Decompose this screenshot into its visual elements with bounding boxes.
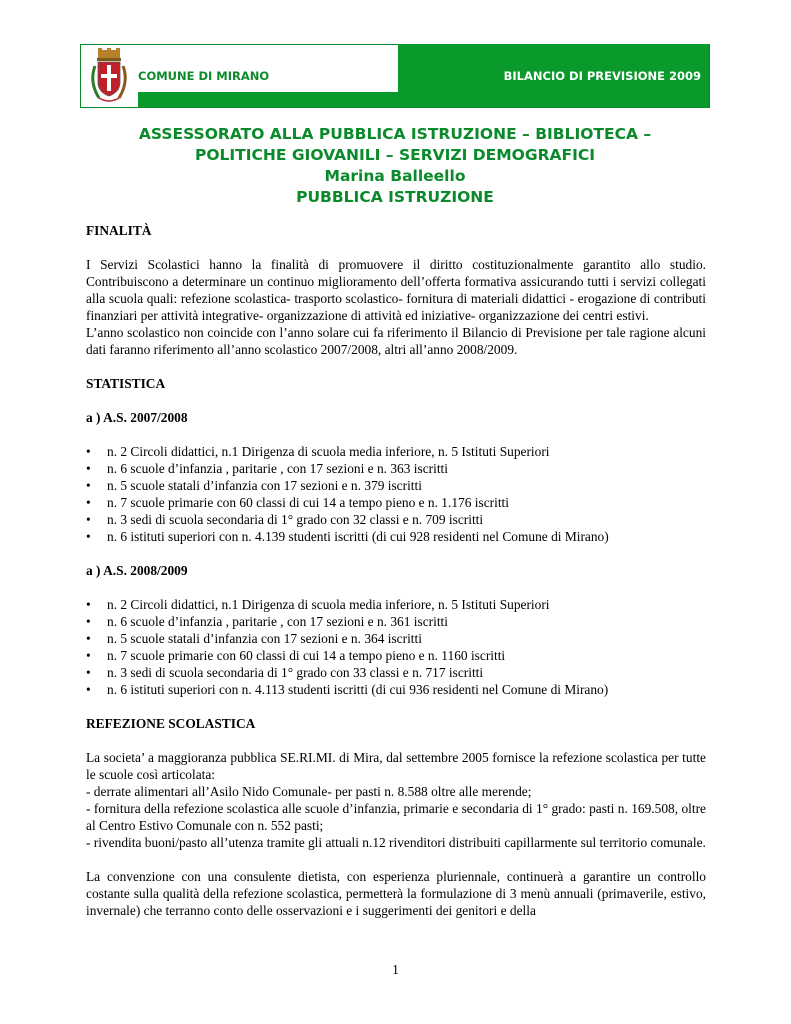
list-item: • n. 5 scuole statali d’infanzia con 17 sezioni e n. 364 iscritti xyxy=(86,630,706,647)
municipality-name: COMUNE DI MIRANO xyxy=(138,69,270,83)
finalita-heading: FINALITÀ xyxy=(86,223,152,238)
list-item: • n. 7 scuole primarie con 60 classi di cui 14 a tempo pieno e n. 1.176 iscritti xyxy=(86,494,706,511)
refezione-line-3: - rivendita buoni/pasto all’utenza tramite gli attuali n.12 rivenditori distribuiti capillarmente sul territorio comunale. xyxy=(86,835,706,850)
list-item: • n. 6 istituti superiori con n. 4.139 studenti iscritti (di cui 928 residenti nel Comune di Mirano) xyxy=(86,528,706,545)
list-item: • n. 2 Circoli didattici, n.1 Dirigenza di scuola media inferiore, n. 5 Istituti Superiori xyxy=(86,443,706,460)
list-item: • n. 2 Circoli didattici, n.1 Dirigenza di scuola media inferiore, n. 5 Istituti Superiori xyxy=(86,596,706,613)
list-item: • n. 3 sedi di scuola secondaria di 1° grado con 33 classi e n. 717 iscritti xyxy=(86,664,706,681)
list-item: • n. 5 scuole statali d’infanzia con 17 sezioni e n. 379 iscritti xyxy=(86,477,706,494)
list-item: • n. 6 istituti superiori con n. 4.113 studenti iscritti (di cui 936 residenti nel Comune di Mirano) xyxy=(86,681,706,698)
as-2008-heading: a ) A.S. 2008/2009 xyxy=(86,563,188,578)
title-line-4: PUBBLICA ISTRUZIONE xyxy=(296,188,494,206)
list-item: • n. 6 scuole d’infanzia , paritarie , con 17 sezioni e n. 361 iscritti xyxy=(86,613,706,630)
refezione-paragraph-2: La convenzione con una consulente dietista, con esperienza pluriennale, continuerà a garantire un controllo costante sulla qualità della refezione scolastica, permetterà la formulazione di 3 menù annuali (primaverile, estivo, invernale) che terranno conto delle osservazioni e i suggerimenti dei genitori e della xyxy=(86,869,706,918)
header-bottom-band xyxy=(138,92,709,107)
list-item: • n. 7 scuole primarie con 60 classi di cui 14 a tempo pieno e n. 1160 iscritti xyxy=(86,647,706,664)
refezione-heading: REFEZIONE SCOLASTICA xyxy=(86,716,256,731)
document-body xyxy=(86,222,706,919)
finalita-paragraph-2: L’anno scolastico non coincide con l’anno solare cui fa riferimento il Bilancio di Previsione per tale ragione alcuni dati faranno riferimento all’anno scolastico 2007/2008, altri all’anno 2008/2009. xyxy=(86,325,706,357)
title-line-1: ASSESSORATO ALLA PUBBLICA ISTRUZIONE – BIBLIOTECA – xyxy=(138,125,652,143)
municipal-crest-icon xyxy=(87,48,131,106)
refezione-paragraph-1: La societa’ a maggioranza pubblica SE.RI.MI. di Mira, dal settembre 2005 fornisce la refezione scolastica per tutte le scuole così articolata: xyxy=(86,750,706,782)
refezione-line-1: - derrate alimentari all’Asilo Nido Comunale- per pasti n. 8.588 oltre alle merende; xyxy=(86,784,532,799)
header-right-panel xyxy=(398,58,709,92)
document-titles xyxy=(80,124,710,208)
list-item: • n. 3 sedi di scuola secondaria di 1° grado con 32 classi e n. 709 iscritti xyxy=(86,511,706,528)
as-2008-list xyxy=(86,596,706,698)
as-2007-heading: a ) A.S. 2007/2008 xyxy=(86,410,188,425)
as-2007-list xyxy=(86,443,706,545)
header-top-band xyxy=(398,44,709,58)
list-item: • n. 6 scuole d’infanzia , paritarie , con 17 sezioni e n. 363 iscritti xyxy=(86,460,706,477)
refezione-line-2: - fornitura della refezione scolastica alle scuole d’infanzia, primarie e secondaria di 1° grado: pasti n. 169.508, oltre al Centro Estivo Comunale con n. 552 pasti; xyxy=(86,801,706,833)
statistica-heading: STATISTICA xyxy=(86,376,166,391)
title-line-2: POLITICHE GIOVANILI – SERVIZI DEMOGRAFICI xyxy=(194,146,596,164)
finalita-paragraph-1: I Servizi Scolastici hanno la finalità di promuovere il diritto costituzionalmente garantito allo studio. Contribuiscono a determinare un continuo miglioramento dell’offerta formativa assicurando tutti i servizi collegati alla scuola quali: refezione scolastica- trasporto scolastico- fornitura di materiali didattici - erogazione di contributi finanziari per attività integrative- organizzazione di attività ed iniziative- organizzazione dei centri estivi. xyxy=(86,257,706,323)
title-line-3: Marina Balleello xyxy=(324,167,466,185)
page-number: 1 xyxy=(392,962,399,977)
budget-title: BILANCIO DI PREVISIONE 2009 xyxy=(503,69,701,83)
